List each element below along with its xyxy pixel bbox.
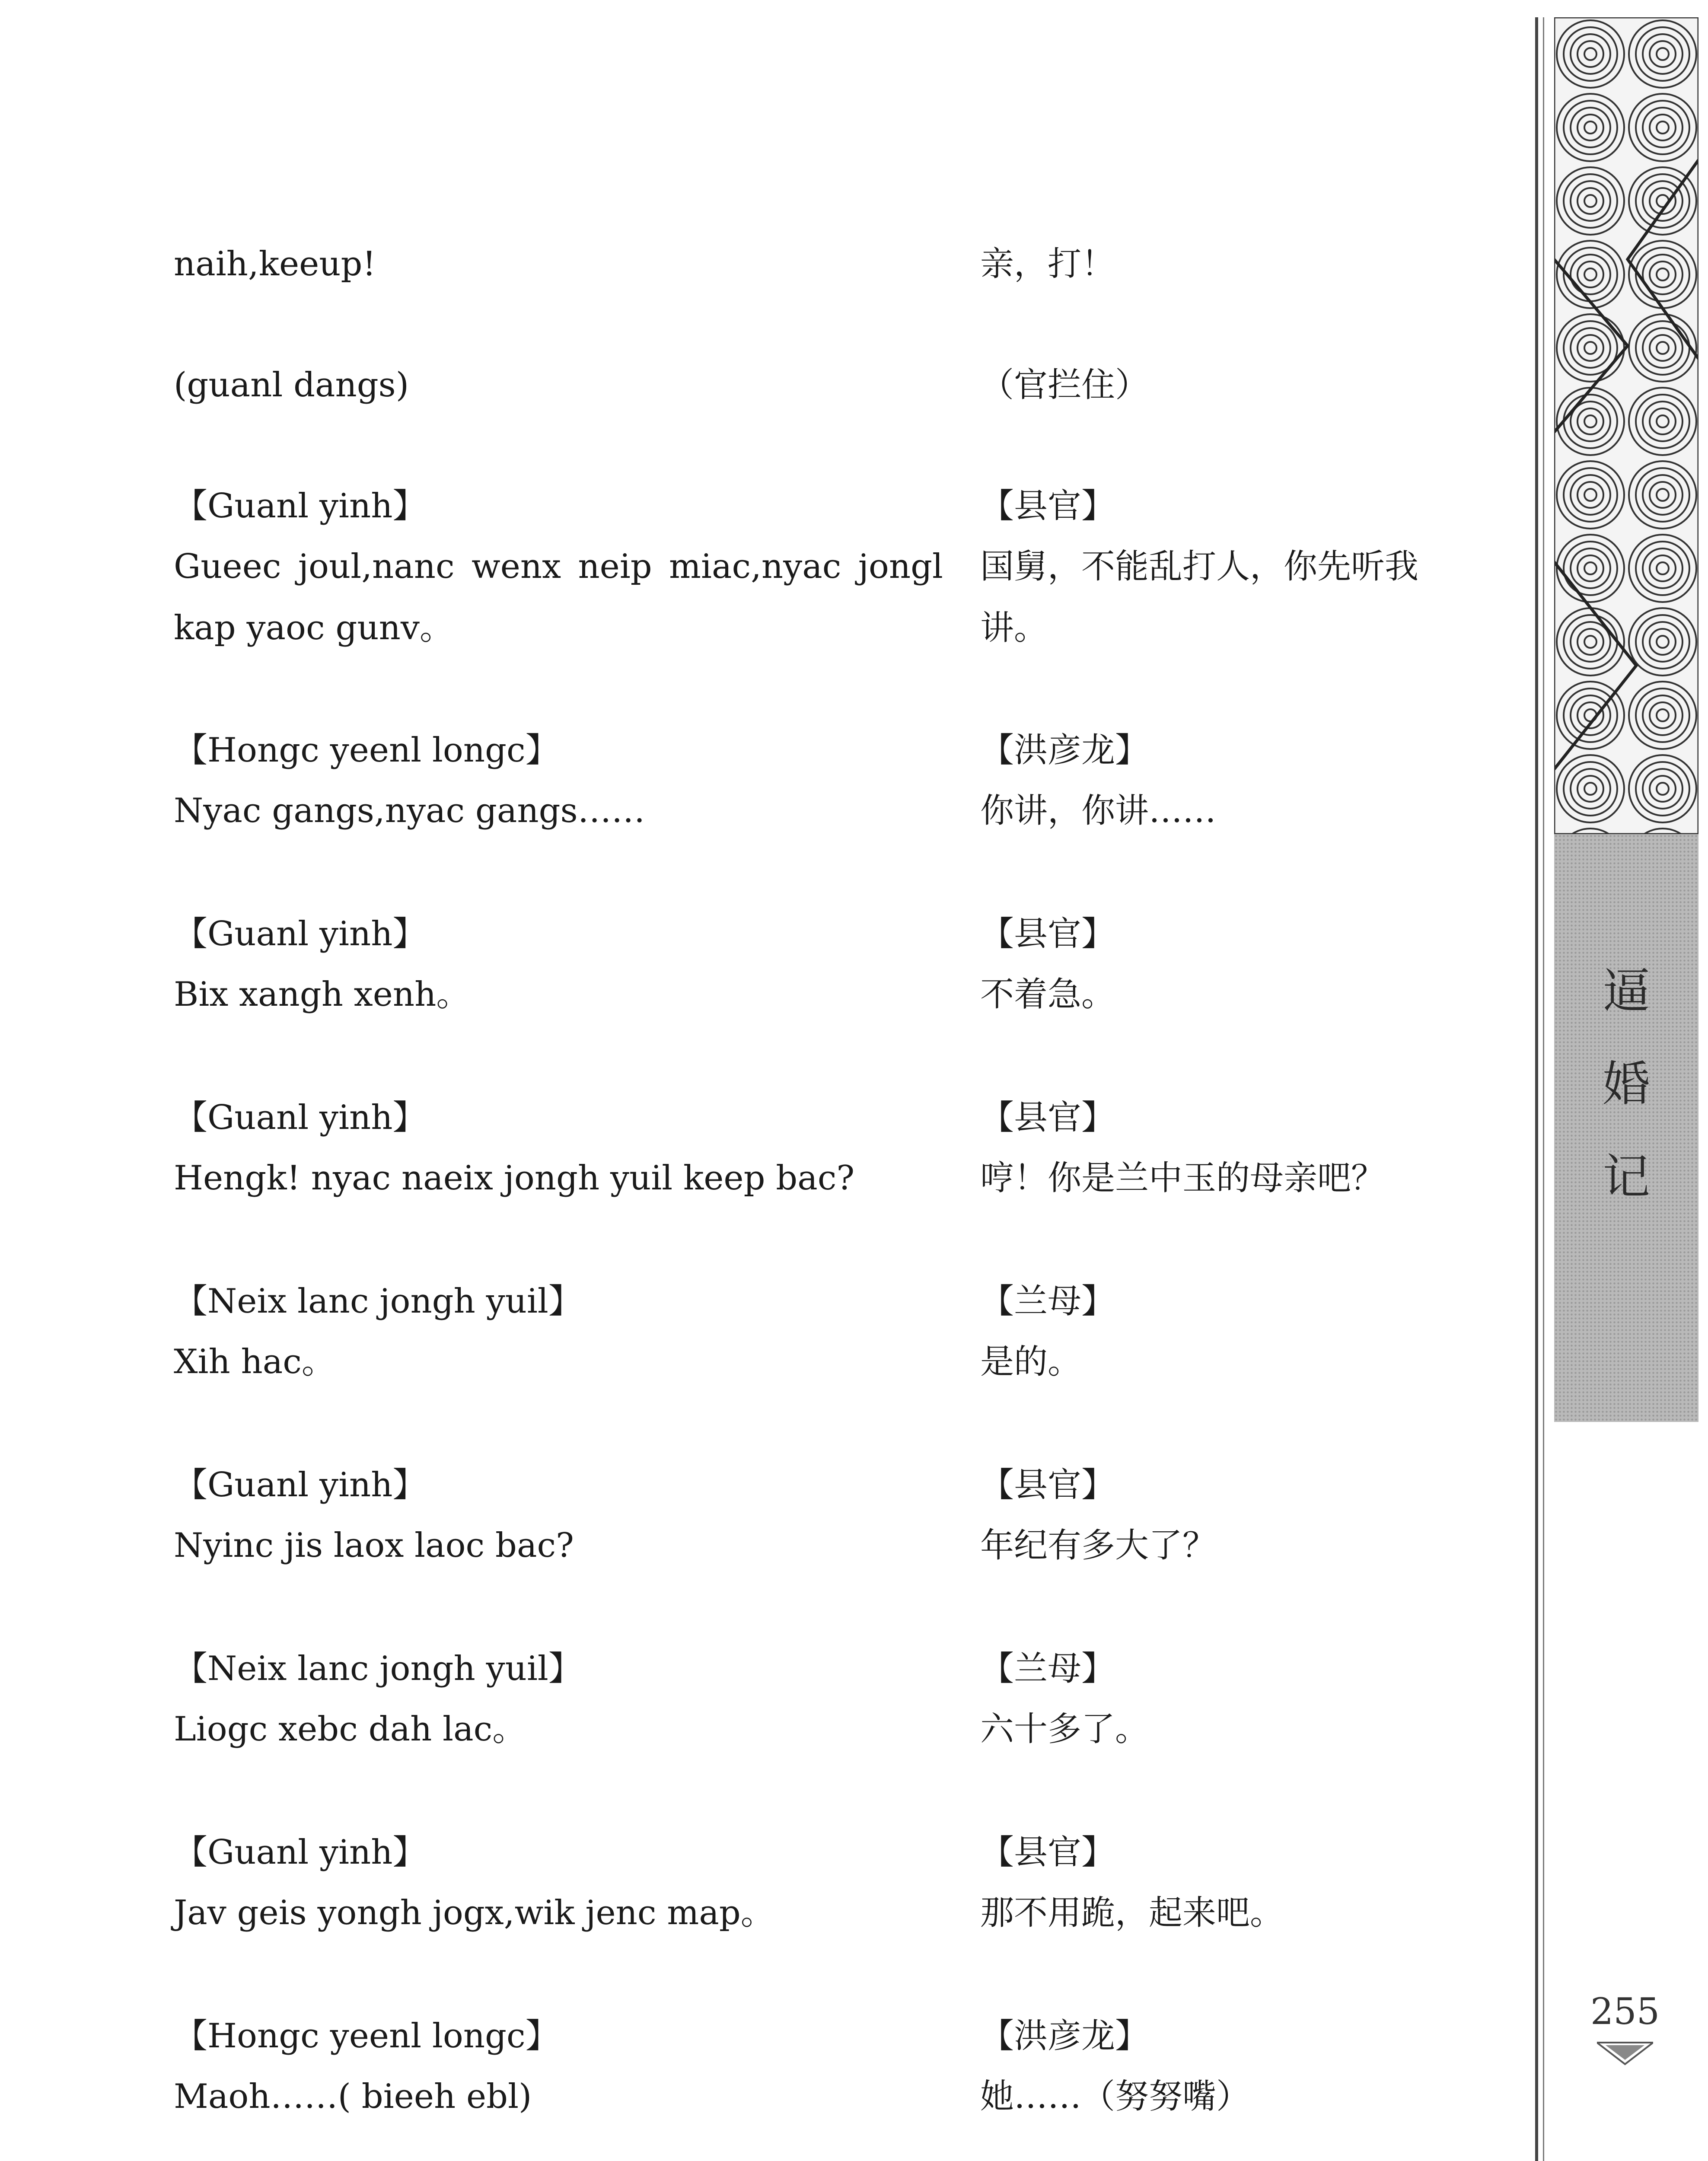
margin-rule-inner xyxy=(1543,17,1544,2161)
speaker-label: 【Hongc yeenl longc】 xyxy=(174,2017,559,2056)
page-number: 255 xyxy=(1590,1990,1660,2033)
speaker-label: 【Neix lanc jongh yuil】 xyxy=(174,1282,582,1321)
chinese-line: 她……（努努嘴） xyxy=(980,2077,1250,2116)
chapter-title-char: 记 xyxy=(1603,1149,1650,1205)
chinese-line: 是的。 xyxy=(980,1342,1082,1381)
chinese-line: 哼！你是兰中玉的母亲吧？ xyxy=(980,1159,1385,1198)
chinese-line: 那不用跪，起来吧。 xyxy=(980,1893,1284,1932)
speaker-label: 【Neix lanc jongh yuil】 xyxy=(174,1649,582,1688)
dong-line: Jav geis yongh jogx,wik jenc map。 xyxy=(174,1893,774,1932)
page-ornament-icon xyxy=(1597,2040,1653,2066)
dong-line: Nyac gangs,nyac gangs…… xyxy=(174,791,645,830)
chinese-line: 国舅，不能乱打人，你先听我讲。 xyxy=(980,547,1419,647)
dong-line: Bix xangh xenh。 xyxy=(174,975,470,1014)
chapter-title-band xyxy=(1554,834,1698,1422)
dong-line: Gueec joul,nanc wenx neip miac,nyac jongl kap yaoc gunv。 xyxy=(174,547,943,647)
speaker-label: 【县官】 xyxy=(980,487,1115,526)
chinese-line: 你讲，你讲…… xyxy=(980,791,1217,830)
speaker-label: 【兰母】 xyxy=(980,1649,1115,1688)
speaker-label: 【Guanl yinh】 xyxy=(174,1833,427,1872)
dong-line: Hengk! nyac naeix jongh yuil keep bac? xyxy=(174,1159,855,1198)
chinese-line: 亲，打！ xyxy=(980,245,1115,284)
margin-rule xyxy=(1535,17,1538,2161)
speaker-label: 【兰母】 xyxy=(980,1282,1115,1321)
chapter-title-char: 婚 xyxy=(1603,1056,1650,1112)
chapter-title-char: 逼 xyxy=(1603,963,1650,1019)
speaker-label: 【县官】 xyxy=(980,1098,1115,1137)
speaker-label: 【Guanl yinh】 xyxy=(174,915,427,953)
speaker-label: 【洪彦龙】 xyxy=(980,2017,1149,2056)
speaker-label: 【Guanl yinh】 xyxy=(174,1098,427,1137)
speaker-label: 【洪彦龙】 xyxy=(980,731,1149,770)
speaker-label: 【县官】 xyxy=(980,1466,1115,1504)
dong-line: naih,keeup! xyxy=(174,245,376,284)
dong-line: Maoh……( bieeh ebl) xyxy=(174,2077,532,2116)
chinese-line: 不着急。 xyxy=(980,975,1115,1014)
dong-line: Nyinc jis laox laoc bac? xyxy=(174,1526,574,1565)
chinese-line: 年纪有多大了？ xyxy=(980,1526,1217,1565)
speaker-label: 【县官】 xyxy=(980,1833,1115,1872)
speaker-label: 【Hongc yeenl longc】 xyxy=(174,731,559,770)
dong-line: Liogc xebc dah lac。 xyxy=(174,1710,526,1749)
chinese-line: 六十多了。 xyxy=(980,1710,1149,1749)
stage-direction: (guanl dangs) xyxy=(174,366,409,405)
speaker-label: 【Guanl yinh】 xyxy=(174,487,427,526)
speaker-label: 【县官】 xyxy=(980,915,1115,953)
dong-line: Xih hac。 xyxy=(174,1342,335,1381)
stage-direction: （官拦住） xyxy=(980,366,1149,405)
cloud-pattern-icon xyxy=(1554,17,1698,834)
speaker-label: 【Guanl yinh】 xyxy=(174,1466,427,1504)
